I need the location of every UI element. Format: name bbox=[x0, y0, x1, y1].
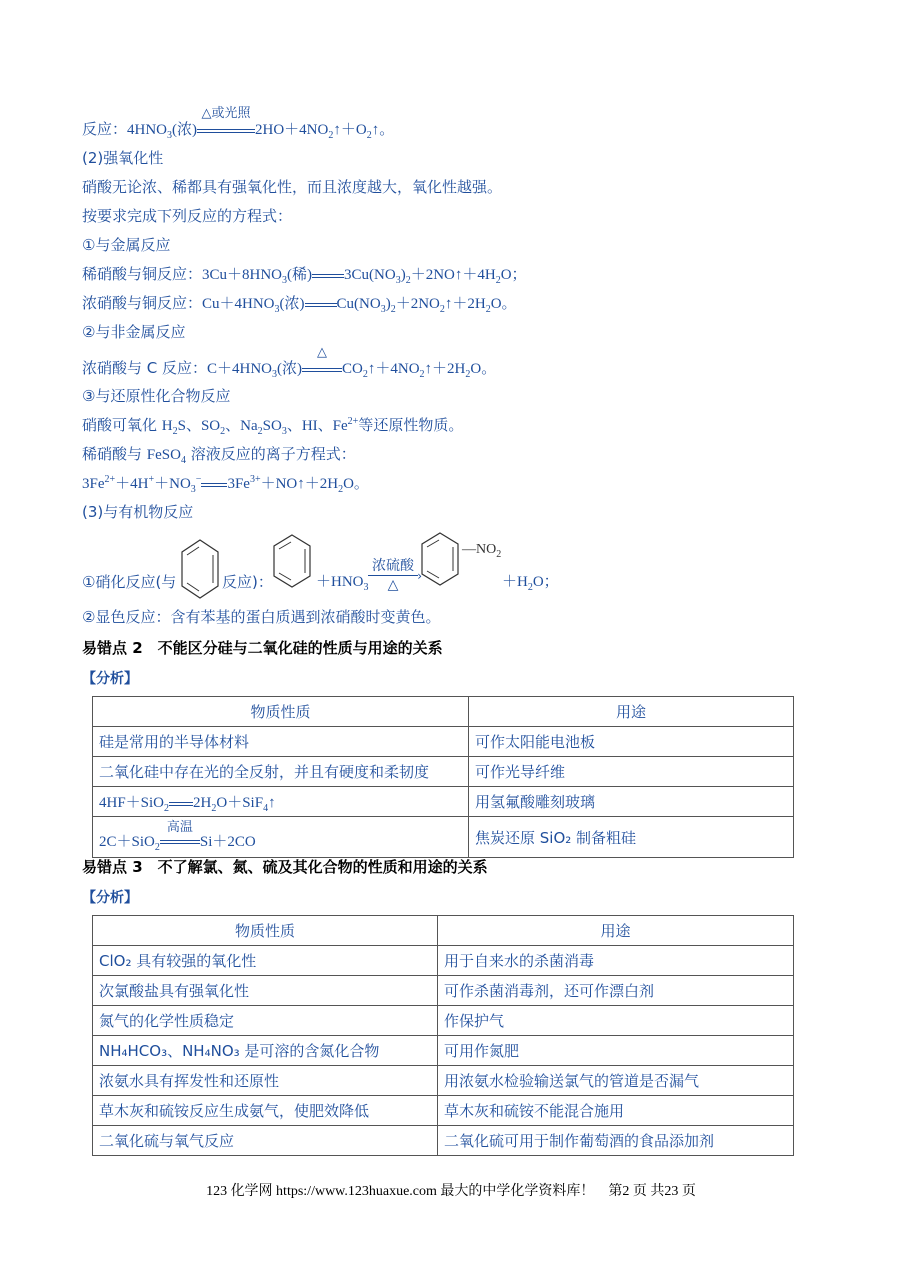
no2-group: $—NO_2$ bbox=[462, 542, 502, 560]
benzene-ring-icon bbox=[270, 532, 314, 590]
nonmetal-table bbox=[92, 915, 794, 1156]
feso4-prompt: 稀硝酸与 FeSO$_4$ 溶液反应的离子方程式： bbox=[82, 445, 356, 466]
dilute-copper-equation: 稀硝酸与铜反应：$3Cu+8HNO_3$(稀) $3Cu(NO_3)_2+2NO↑+4H_2O$； bbox=[82, 265, 527, 286]
page-footer: 123 化学网 https://www.123huaxue.com 最大的中学化学资料库！ 第2 页 共23 页 bbox=[206, 1184, 696, 1199]
paragraph-instructions: 按要求完成下列反应的方程式： bbox=[82, 207, 293, 225]
subsection-metal: ①与金属反应 bbox=[82, 236, 171, 254]
color-reaction: ②显色反应：含有苯基的蛋白质遇到浓硝酸时变黄色。 bbox=[82, 608, 441, 626]
table-row: 二氧化硫与氧气反应 二氧化硫可用于制作葡萄酒的食品添加剂 bbox=[93, 1126, 794, 1156]
table-row: NH₄HCO₃、NH₄NO₃ 是可溶的含氮化合物 可用作氮肥 bbox=[93, 1036, 794, 1066]
benzene-ring-icon bbox=[178, 536, 222, 602]
analysis-label-1: 【分析】 bbox=[82, 671, 138, 687]
silicon-table bbox=[92, 696, 794, 858]
nitration-mid: 反应)： bbox=[222, 573, 273, 591]
table-header-row: 物质性质 用途 bbox=[93, 697, 794, 727]
table-row: 二氧化硅中存在光的全反射，并且有硬度和柔韧度 可作光导纤维 bbox=[93, 757, 794, 787]
table-header-row: 物质性质 用途 bbox=[93, 916, 794, 946]
nitrobenzene-ring-icon bbox=[418, 530, 462, 588]
ionic-equation: $3Fe^{2+}+4H^++NO_3^-$ $3Fe^{3+}+NO↑+2H_2O$。 bbox=[82, 474, 369, 495]
nitration-hno3: $+HNO_3$ bbox=[316, 574, 369, 593]
subsection-reducing: ③与还原性化合物反应 bbox=[82, 387, 231, 405]
nitration-arrow: 浓硫酸 › △ bbox=[368, 558, 418, 593]
table-row: 草木灰和硫铵反应生成氨气，使肥效降低 草木灰和硫铵不能混合施用 bbox=[93, 1096, 794, 1126]
analysis-label-2: 【分析】 bbox=[82, 890, 138, 906]
reducing-substances: 硝酸可氧化 $H_2S$、$SO_2$、$Na_2SO_3$、HI、$Fe^{2+}$等还原性物质。 bbox=[82, 416, 464, 437]
paragraph-oxidation: 硝酸无论浓、稀都具有强氧化性，而且浓度越大，氧化性越强。 bbox=[82, 178, 503, 196]
conc-copper-equation: 浓硝酸与铜反应：$Cu+4HNO_3$(浓) $Cu(NO_3)_2+2NO_2↑+2H_2O$。 bbox=[82, 294, 517, 315]
section-strong-oxidation: (2)强氧化性 bbox=[82, 149, 164, 167]
nitration-post: $+H_2O$； bbox=[502, 574, 559, 593]
decomposition-equation: 反应：$4HNO_3$(浓) △或光照 $2HO+4NO_2↑+O_2↑$。 bbox=[82, 105, 395, 141]
subsection-nonmetal: ②与非金属反应 bbox=[82, 323, 186, 341]
nitration-pre: ①硝化反应(与 bbox=[82, 573, 177, 591]
table-row: 浓氨水具有挥发性和还原性 用浓氨水检验输送氯气的管道是否漏气 bbox=[93, 1066, 794, 1096]
carbon-equation: 浓硝酸与 C 反应：$C+4HNO_3$(浓) △ $CO_2↑+4NO_2↑+2H_2O$。 bbox=[82, 344, 497, 380]
subsection-organic: (3)与有机物反应 bbox=[82, 503, 194, 521]
table-row: 4HF＋SiO$_2$ $2H_2O+SiF_4↑$ 用氢氟酸雕刻玻璃 bbox=[93, 787, 794, 817]
heading-error-point-2: 易错点 2 不能区分硅与二氧化硅的性质与用途的关系 bbox=[82, 639, 443, 657]
table-row: ClO₂ 具有较强的氧化性 用于自来水的杀菌消毒 bbox=[93, 946, 794, 976]
reaction-arrow: △或光照 bbox=[197, 120, 255, 140]
table-row: 硅是常用的半导体材料 可作太阳能电池板 bbox=[93, 727, 794, 757]
table-row: 氮气的化学性质稳定 作保护气 bbox=[93, 1006, 794, 1036]
table-row: 次氯酸盐具有强氧化性 可作杀菌消毒剂，还可作漂白剂 bbox=[93, 976, 794, 1006]
table-row: 2C＋SiO$_2$ 高温 Si＋2CO 焦炭还原 SiO₂ 制备粗硅 bbox=[93, 817, 794, 858]
heading-error-point-3: 易错点 3 不了解氯、氮、硫及其化合物的性质和用途的关系 bbox=[82, 858, 488, 876]
